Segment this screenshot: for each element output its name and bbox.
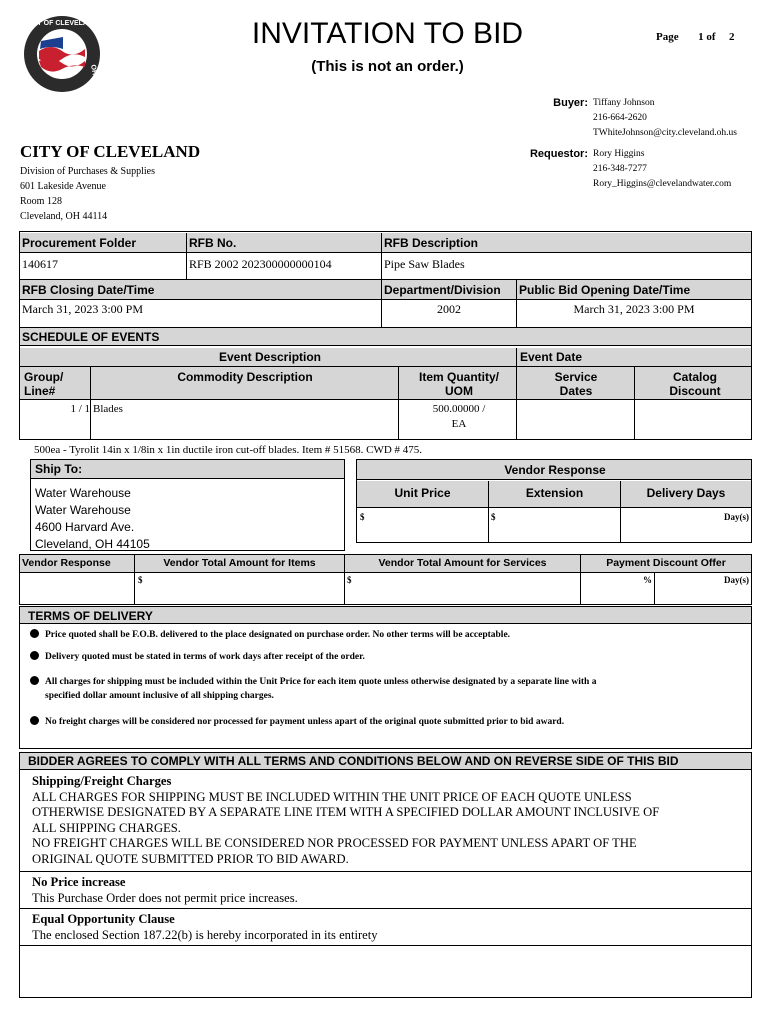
- shipping-freight-line2: OTHERWISE DESIGNATED BY A SEPARATE LINE ITEM WITH A SPECIFIED DOLLAR AMOUNT INCLUSIVE OF: [32, 805, 660, 819]
- delivery-term-1: [30, 629, 510, 640]
- shipping-freight-line1: ALL CHARGES FOR SHIPPING MUST BE INCLUDED WITHIN THE UNIT PRICE OF EACH QUOTE UNLESS: [32, 789, 632, 804]
- item-quantity-header: Item Quantity/ UOM: [418, 370, 499, 398]
- requestor-label: Requestor:: [529, 148, 588, 160]
- page-current: 1: [698, 31, 704, 43]
- closing-date-label: RFB Closing Date/Time: [22, 283, 155, 297]
- discount-percent-unit: %: [643, 575, 652, 585]
- bullet-icon: [30, 716, 39, 725]
- document-title: INVITATION TO BID: [251, 17, 524, 50]
- item-group-line: 1 / 1: [70, 403, 90, 415]
- bullet-icon: [30, 676, 39, 685]
- requestor-name: Rory Higgins: [593, 149, 645, 159]
- group-line-header: Group/ Line#: [24, 370, 64, 398]
- closing-date-value: March 31, 2023 3:00 PM: [22, 302, 143, 316]
- extension-input[interactable]: $: [491, 512, 496, 522]
- buyer-email: TWhiteJohnson@city.cleveland.oh.us: [593, 128, 738, 138]
- bid-opening-value: March 31, 2023 3:00 PM: [573, 302, 695, 316]
- delivery-term-3: [30, 675, 596, 703]
- shipping-freight-line3: ALL SHIPPING CHARGES.: [32, 820, 181, 835]
- org-street: 601 Lakeside Avenue: [20, 181, 106, 192]
- org-division: Division of Purchases & Supplies: [20, 166, 155, 177]
- totals-vendor-response-input[interactable]: [21, 575, 133, 603]
- bid-opening-label: Public Bid Opening Date/Time: [519, 283, 691, 297]
- no-price-increase-title: No Price increase: [32, 875, 126, 889]
- delivery-term-2: [30, 651, 365, 662]
- ship-to-line2: Water Warehouse: [35, 503, 131, 517]
- delivery-days-input[interactable]: [623, 512, 749, 538]
- schedule-title: SCHEDULE OF EVENTS: [22, 330, 160, 344]
- ship-to-line4: Cleveland, OH 44105: [35, 537, 150, 551]
- ship-to-address: [35, 485, 150, 553]
- no-price-increase-clause: [32, 875, 298, 906]
- rfb-no-value: RFB 2002 202300000000104: [189, 257, 332, 271]
- buyer-phone: 216-664-2620: [593, 113, 647, 123]
- page-label: Page: [656, 31, 679, 43]
- rfb-description-value: Pipe Saw Blades: [384, 257, 465, 271]
- service-dates-header: Service Dates: [554, 370, 598, 398]
- payment-discount-header: Payment Discount Offer: [606, 557, 726, 569]
- org-city: Cleveland, OH 44114: [20, 211, 108, 222]
- svg-text:CITY OF CLEVELAND: CITY OF CLEVELAND: [25, 20, 99, 27]
- procurement-folder-label: Procurement Folder: [22, 236, 137, 250]
- shipping-freight-clause: [32, 774, 659, 867]
- item-uom: EA: [451, 418, 467, 430]
- catalog-discount-header: Catalog Discount: [669, 370, 721, 398]
- total-items-header: Vendor Total Amount for Items: [163, 557, 316, 569]
- delivery-term-2-text: Delivery quoted must be stated in terms of work days after receipt of the order.: [45, 652, 365, 662]
- document-subtitle: (This is not an order.): [311, 58, 464, 75]
- terms-of-delivery-title: TERMS OF DELIVERY: [28, 609, 153, 623]
- unit-price-input[interactable]: $: [360, 512, 365, 522]
- totals-vendor-response-header: Vendor Response: [22, 557, 111, 569]
- delivery-days-unit: Day(s): [724, 512, 749, 522]
- item-note: 500ea - Tyrolit 14in x 1/8in x 1in ductile iron cut-off blades. Item # 51568. CWD # 475.: [34, 444, 423, 456]
- discount-percent-input[interactable]: [582, 575, 652, 603]
- city-seal-logo: [23, 15, 101, 93]
- total-services-input[interactable]: $: [347, 575, 352, 585]
- buyer-info: [593, 96, 737, 141]
- item-description: Blades: [93, 403, 123, 415]
- page-of: of: [706, 31, 716, 43]
- rfb-no-label: RFB No.: [189, 236, 237, 250]
- svg-text:OHIO: OHIO: [89, 64, 100, 83]
- rfb-description-label: RFB Description: [384, 236, 479, 250]
- org-room: Room 128: [20, 196, 62, 207]
- ship-to-line3: 4600 Harvard Ave.: [35, 520, 135, 534]
- department-value: 2002: [437, 302, 461, 316]
- total-items-input[interactable]: $: [138, 575, 143, 585]
- delivery-days-header: Delivery Days: [646, 486, 726, 500]
- page-indicator: [656, 31, 735, 43]
- org-name: CITY OF CLEVELAND: [20, 142, 201, 161]
- bullet-icon: [30, 651, 39, 660]
- delivery-term-4: [30, 716, 564, 727]
- delivery-term-1-text: Price quoted shall be F.O.B. delivered to the place designated on purchase order. No other terms will be acceptable.: [45, 630, 511, 640]
- shipping-freight-title: Shipping/Freight Charges: [32, 774, 172, 788]
- requestor-email: Rory_Higgins@clevelandwater.com: [593, 179, 732, 189]
- discount-days-unit: Day(s): [724, 575, 749, 585]
- bullet-icon: [30, 629, 39, 638]
- delivery-term-4-text: No freight charges will be considered nor processed for payment unless apart of the original quote submitted prior to bid award.: [45, 717, 565, 727]
- bidder-agrees-title: BIDDER AGREES TO COMPLY WITH ALL TERMS AND CONDITIONS BELOW AND ON REVERSE SIDE OF THIS BID: [28, 754, 679, 768]
- equal-opportunity-text: The enclosed Section 187.22(b) is hereby incorporated in its entirety: [32, 927, 378, 942]
- discount-days-input[interactable]: [656, 575, 749, 603]
- event-date-header: Event Date: [520, 350, 583, 364]
- requestor-phone: 216-348-7277: [593, 164, 647, 174]
- delivery-term-3-text-b: specified dollar amount inclusive of all shipping charges.: [45, 691, 274, 701]
- equal-opportunity-title: Equal Opportunity Clause: [32, 912, 175, 926]
- buyer-label: Buyer:: [553, 97, 588, 109]
- buyer-name: Tiffany Johnson: [593, 98, 655, 108]
- requestor-info: [593, 147, 731, 192]
- page-total: 2: [729, 31, 735, 43]
- vendor-response-title: Vendor Response: [504, 463, 606, 477]
- item-quantity: 500.00000 /: [432, 403, 486, 415]
- procurement-folder-value: 140617: [22, 257, 58, 271]
- event-description-header: Event Description: [218, 350, 322, 364]
- department-label: Department/Division: [384, 283, 501, 297]
- unit-price-header: Unit Price: [394, 486, 451, 500]
- no-price-increase-text: This Purchase Order does not permit price increases.: [32, 890, 298, 905]
- equal-opportunity-clause: [32, 912, 378, 943]
- ship-to-line1: Water Warehouse: [35, 486, 131, 500]
- shipping-freight-line4: NO FREIGHT CHARGES WILL BE CONSIDERED NOR PROCESSED FOR PAYMENT UNLESS APART OF THE: [32, 836, 637, 850]
- total-services-header: Vendor Total Amount for Services: [378, 557, 547, 569]
- extension-header: Extension: [525, 486, 584, 500]
- ship-to-label: Ship To:: [35, 462, 83, 476]
- shipping-freight-line5: ORIGINAL QUOTE SUBMITTED PRIOR TO BID AWARD.: [32, 851, 349, 866]
- org-address: [20, 164, 155, 224]
- delivery-term-3-text-a: All charges for shipping must be included within the Unit Price for each item quote unless otherwise designated by a separate line with a: [45, 677, 597, 687]
- commodity-description-header: Commodity Description: [177, 370, 313, 384]
